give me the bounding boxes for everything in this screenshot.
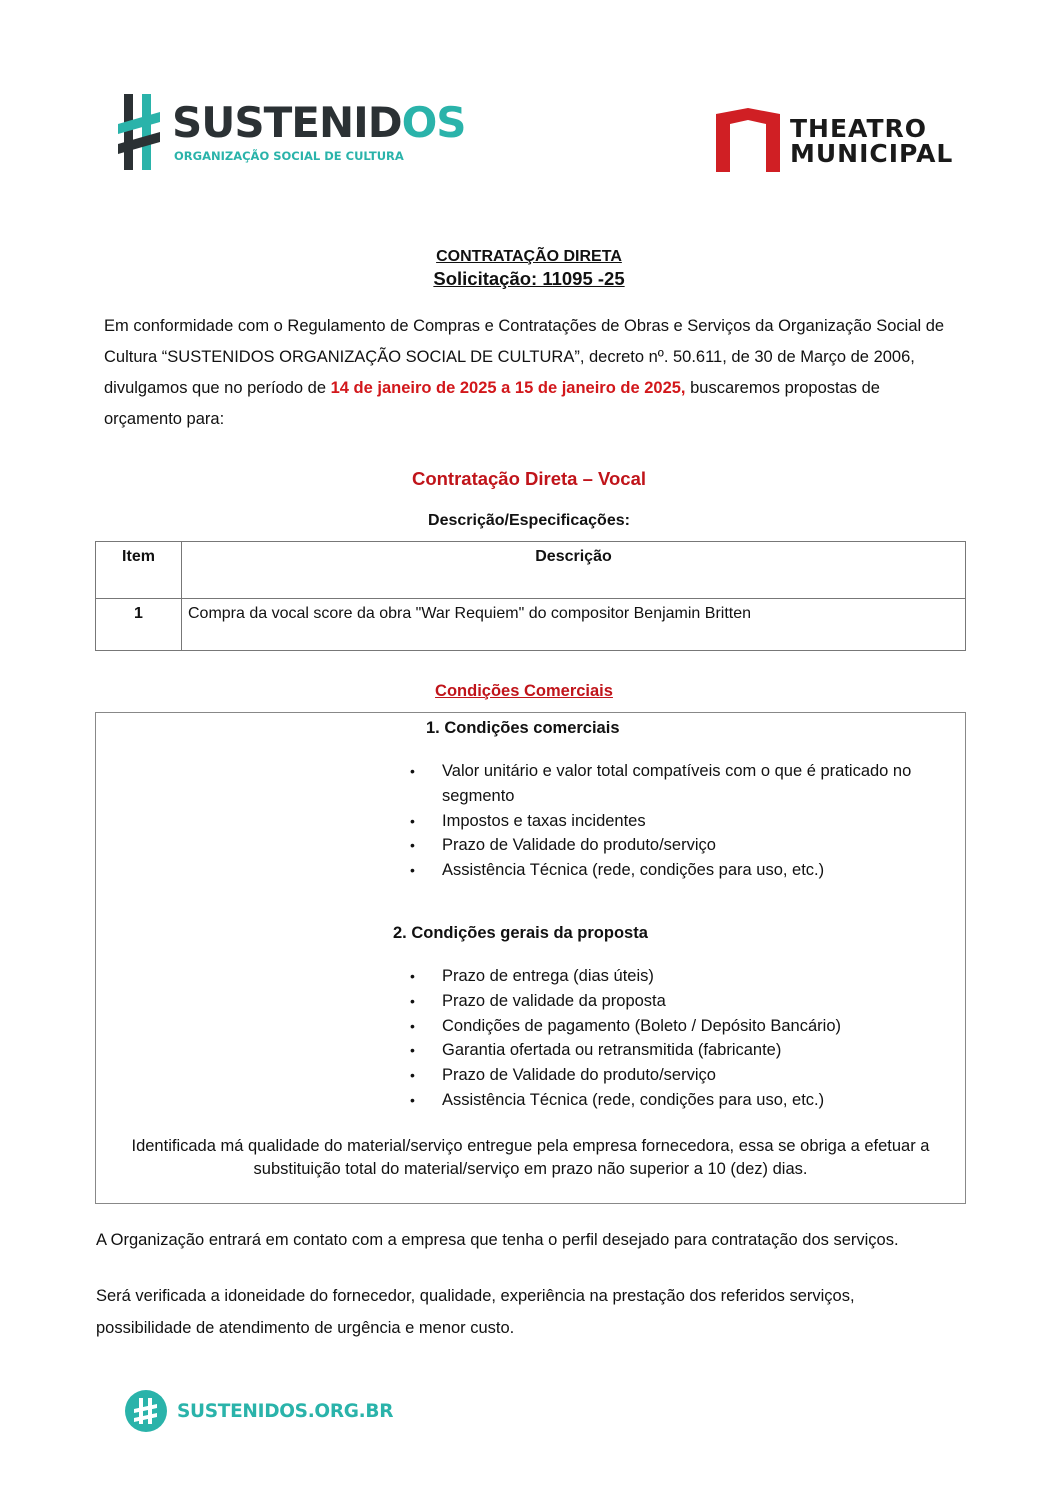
document-title: CONTRATAÇÃO DIRETA <box>436 248 622 265</box>
conditions-sub1-list <box>406 759 946 883</box>
theatro-municipal-logo <box>716 108 956 174</box>
section-title: Contratação Direta – Vocal <box>411 468 647 489</box>
conditions-box <box>95 712 966 1204</box>
sustenidos-logo-subtitle: ORGANIZAÇÃO SOCIAL DE CULTURA <box>174 149 404 163</box>
list-item: • Prazo de Validade do produto/serviço <box>406 1063 946 1088</box>
intro-paragraph <box>104 311 954 435</box>
list-item: • Assistência Técnica (rede, condições para uso, etc.) <box>406 858 946 883</box>
list-item: • Prazo de validade da proposta <box>406 989 946 1014</box>
intro-text-2: buscaremos propostas de orçamento para: <box>104 379 880 428</box>
footer-hashtag-icon <box>125 1390 167 1432</box>
list-item: • Prazo de Validade do produto/serviço <box>406 833 946 858</box>
footer-url: SUSTENIDOS.ORG.BR <box>177 1401 394 1422</box>
table-header-item: Item <box>96 542 182 599</box>
conditions-sub2-title: 2. Condições gerais da proposta <box>393 924 648 942</box>
conditions-sub1-title: 1. Condições comerciais <box>426 719 620 737</box>
verification-paragraph: Será verificada a idoneidade do fornecedor, qualidade, experiência na prestação dos referidos serviços, possibilidade de atendimento de urgência e menor custo. <box>96 1287 855 1337</box>
table-header-row <box>96 542 966 599</box>
conditions-sub2-list <box>406 964 946 1113</box>
hashtag-logo-icon <box>118 94 164 170</box>
items-table <box>95 541 966 651</box>
list-item: • Impostos e taxas incidentes <box>406 809 946 834</box>
list-item: • Prazo de entrega (dias úteis) <box>406 964 946 989</box>
list-item: • Valor unitário e valor total compatíveis com o que é praticado no segmento <box>406 759 946 809</box>
table-row <box>96 599 966 651</box>
request-number: Solicitação: 11095 -25 <box>433 268 625 289</box>
list-item: • Condições de pagamento (Boleto / Depósito Bancário) <box>406 1014 946 1039</box>
description-heading: Descrição/Especificações: <box>428 512 630 529</box>
conditions-heading: Condições Comerciais <box>435 682 613 700</box>
sustenidos-logo-name: SUSTENIDOS <box>172 98 466 147</box>
theatro-arch-icon <box>716 108 780 172</box>
list-item: • Garantia ofertada ou retransmitida (fabricante) <box>406 1038 946 1063</box>
contact-paragraph: A Organização entrará em contato com a empresa que tenha o perfil desejado para contratação dos serviços. <box>96 1231 899 1249</box>
table-cell-description: Compra da vocal score da obra "War Requiem" do compositor Benjamin Britten <box>182 599 966 651</box>
quality-note: Identificada má qualidade do material/serviço entregue pela empresa fornecedora, essa se obriga a efetuar a substituição total do material/serviço em prazo não superior a 10 (dez) dias. <box>131 1137 930 1178</box>
list-item: • Assistência Técnica (rede, condições para uso, etc.) <box>406 1088 946 1113</box>
theatro-logo-line2: MUNICIPAL <box>790 139 954 168</box>
intro-period: 14 de janeiro de 2025 a 15 de janeiro de 2025, <box>330 379 686 397</box>
theatro-logo-line1: THEATRO <box>790 114 928 143</box>
table-cell-item: 1 <box>96 599 182 651</box>
sustenidos-logo <box>118 94 466 174</box>
footer-logo <box>125 1390 394 1434</box>
intro-text-1: Em conformidade com o Regulamento de Compras e Contratações de Obras e Serviços da Organização Social de Cultura “SUSTENIDOS ORGANIZAÇÃO SOCIAL DE CULTURA”, decreto nº. 50.611, de 30 de Março de 2006, divulgamos que no período de <box>104 317 945 397</box>
table-header-description: Descrição <box>182 542 966 599</box>
